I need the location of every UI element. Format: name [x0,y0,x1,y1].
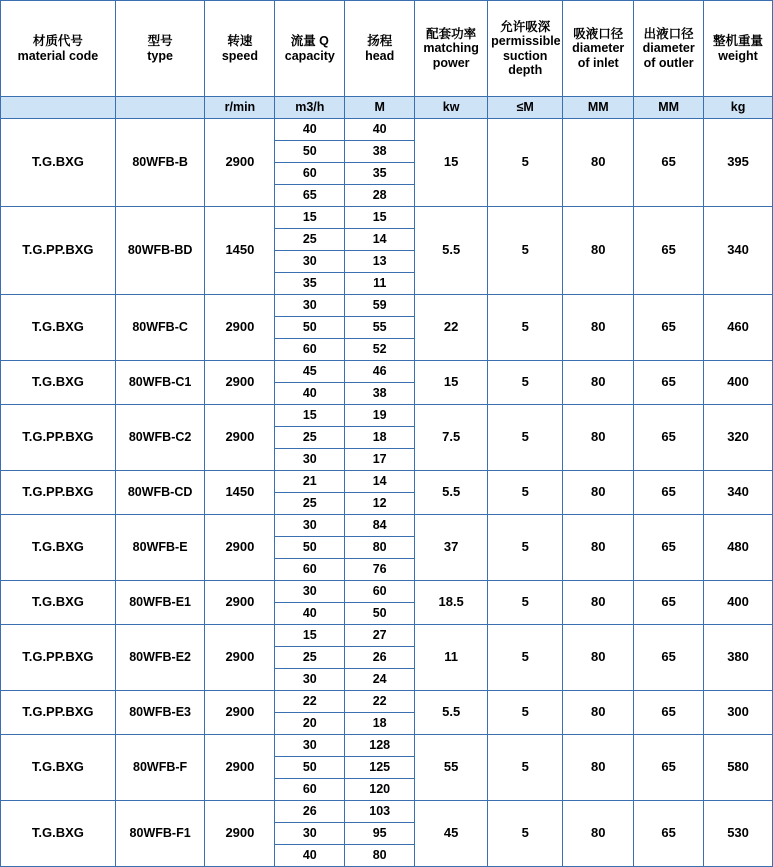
cell-weight: 580 [704,735,773,801]
cell-material-code: T.G.BXG [1,361,116,405]
header-row-titles [1,1,773,97]
cell-material-code: T.G.PP.BXG [1,207,116,295]
cell-suction-depth: 5 [488,581,563,625]
cell-type: 80WFB-C [115,295,205,361]
cell-matching-power: 55 [415,735,488,801]
table-row [1,625,773,647]
cell-material-code: T.G.BXG [1,735,116,801]
header-type: 型号 type [115,1,205,97]
table-row [1,295,773,317]
table-body [1,119,773,867]
cell-weight: 320 [704,405,773,471]
cell-head: 22 [345,691,415,713]
cell-material-code: T.G.BXG [1,801,116,867]
cell-material-code: T.G.BXG [1,295,116,361]
cell-capacity: 45 [275,361,345,383]
cell-head: 80 [345,537,415,559]
cell-speed: 2900 [205,119,275,207]
cell-type: 80WFB-C1 [115,361,205,405]
cell-head: 27 [345,625,415,647]
cell-capacity: 60 [275,339,345,361]
cell-head: 128 [345,735,415,757]
cell-speed: 1450 [205,471,275,515]
cell-inlet-diameter: 80 [563,625,634,691]
cell-head: 28 [345,185,415,207]
cell-head: 38 [345,141,415,163]
header-material-code: 材质代号 material code [1,1,116,97]
cell-head: 46 [345,361,415,383]
cell-head: 103 [345,801,415,823]
unit-power: kw [415,97,488,119]
cell-outlet-diameter: 65 [634,735,704,801]
cell-capacity: 60 [275,559,345,581]
cell-weight: 400 [704,581,773,625]
cell-matching-power: 5.5 [415,471,488,515]
cell-head: 18 [345,713,415,735]
cell-capacity: 35 [275,273,345,295]
cell-type: 80WFB-F [115,735,205,801]
header-inlet-diameter: 吸液口径 diameter of inlet [563,1,634,97]
cell-capacity: 65 [275,185,345,207]
cell-capacity: 25 [275,493,345,515]
cell-outlet-diameter: 65 [634,801,704,867]
cell-capacity: 40 [275,383,345,405]
unit-weight: kg [704,97,773,119]
cell-capacity: 25 [275,647,345,669]
cell-speed: 2900 [205,361,275,405]
unit-speed: r/min [205,97,275,119]
cell-speed: 2900 [205,691,275,735]
cell-capacity: 30 [275,515,345,537]
cell-speed: 2900 [205,405,275,471]
cell-head: 76 [345,559,415,581]
cell-head: 120 [345,779,415,801]
cell-speed: 1450 [205,207,275,295]
cell-type: 80WFB-C2 [115,405,205,471]
cell-material-code: T.G.PP.BXG [1,691,116,735]
cell-type: 80WFB-E2 [115,625,205,691]
unit-type [115,97,205,119]
cell-speed: 2900 [205,625,275,691]
cell-type: 80WFB-E [115,515,205,581]
cell-matching-power: 5.5 [415,207,488,295]
cell-capacity: 50 [275,317,345,339]
unit-inlet: MM [563,97,634,119]
cell-inlet-diameter: 80 [563,801,634,867]
cell-inlet-diameter: 80 [563,735,634,801]
cell-head: 15 [345,207,415,229]
cell-capacity: 50 [275,141,345,163]
cell-suction-depth: 5 [488,625,563,691]
cell-speed: 2900 [205,515,275,581]
cell-matching-power: 5.5 [415,691,488,735]
cell-head: 52 [345,339,415,361]
cell-capacity: 50 [275,537,345,559]
cell-capacity: 30 [275,669,345,691]
cell-type: 80WFB-F1 [115,801,205,867]
cell-head: 11 [345,273,415,295]
cell-speed: 2900 [205,801,275,867]
cell-weight: 395 [704,119,773,207]
cell-head: 24 [345,669,415,691]
header-speed: 转速 speed [205,1,275,97]
cell-matching-power: 18.5 [415,581,488,625]
cell-weight: 380 [704,625,773,691]
cell-head: 17 [345,449,415,471]
header-capacity: 流量 Q capacity [275,1,345,97]
cell-outlet-diameter: 65 [634,625,704,691]
cell-suction-depth: 5 [488,515,563,581]
cell-capacity: 20 [275,713,345,735]
table-row [1,735,773,757]
cell-material-code: T.G.PP.BXG [1,471,116,515]
unit-material-code [1,97,116,119]
cell-outlet-diameter: 65 [634,361,704,405]
cell-head: 38 [345,383,415,405]
cell-outlet-diameter: 65 [634,119,704,207]
cell-head: 14 [345,471,415,493]
header-matching-power: 配套功率 matching power [415,1,488,97]
cell-suction-depth: 5 [488,295,563,361]
cell-head: 26 [345,647,415,669]
cell-capacity: 25 [275,229,345,251]
cell-head: 55 [345,317,415,339]
cell-head: 35 [345,163,415,185]
cell-capacity: 30 [275,581,345,603]
unit-capacity: m3/h [275,97,345,119]
cell-capacity: 25 [275,427,345,449]
cell-head: 95 [345,823,415,845]
cell-head: 59 [345,295,415,317]
table-row [1,207,773,229]
cell-outlet-diameter: 65 [634,471,704,515]
cell-inlet-diameter: 80 [563,691,634,735]
table-row [1,801,773,823]
table-row [1,691,773,713]
cell-outlet-diameter: 65 [634,295,704,361]
cell-head: 19 [345,405,415,427]
cell-matching-power: 22 [415,295,488,361]
unit-outlet: MM [634,97,704,119]
cell-weight: 400 [704,361,773,405]
table-row [1,119,773,141]
cell-suction-depth: 5 [488,471,563,515]
cell-matching-power: 45 [415,801,488,867]
cell-speed: 2900 [205,295,275,361]
cell-inlet-diameter: 80 [563,581,634,625]
cell-suction-depth: 5 [488,207,563,295]
cell-capacity: 30 [275,823,345,845]
cell-weight: 340 [704,207,773,295]
header-row-units [1,97,773,119]
cell-material-code: T.G.BXG [1,581,116,625]
table-row [1,471,773,493]
cell-weight: 340 [704,471,773,515]
cell-capacity: 40 [275,603,345,625]
cell-capacity: 50 [275,757,345,779]
cell-suction-depth: 5 [488,801,563,867]
cell-outlet-diameter: 65 [634,405,704,471]
cell-matching-power: 15 [415,361,488,405]
cell-capacity: 30 [275,251,345,273]
cell-outlet-diameter: 65 [634,581,704,625]
cell-capacity: 40 [275,845,345,867]
cell-head: 40 [345,119,415,141]
cell-head: 13 [345,251,415,273]
cell-material-code: T.G.PP.BXG [1,625,116,691]
header-permissible-suction-depth: 允许吸深 permissible suction depth [488,1,563,97]
table-header [1,1,773,119]
cell-type: 80WFB-E1 [115,581,205,625]
cell-head: 12 [345,493,415,515]
cell-material-code: T.G.BXG [1,119,116,207]
cell-capacity: 15 [275,207,345,229]
header-weight: 整机重量 weight [704,1,773,97]
cell-outlet-diameter: 65 [634,207,704,295]
unit-depth: ≤M [488,97,563,119]
cell-inlet-diameter: 80 [563,295,634,361]
cell-capacity: 30 [275,295,345,317]
cell-inlet-diameter: 80 [563,515,634,581]
cell-suction-depth: 5 [488,691,563,735]
cell-type: 80WFB-BD [115,207,205,295]
cell-inlet-diameter: 80 [563,361,634,405]
cell-suction-depth: 5 [488,119,563,207]
cell-material-code: T.G.BXG [1,515,116,581]
cell-inlet-diameter: 80 [563,405,634,471]
cell-matching-power: 37 [415,515,488,581]
cell-suction-depth: 5 [488,405,563,471]
cell-suction-depth: 5 [488,735,563,801]
cell-capacity: 15 [275,625,345,647]
cell-capacity: 60 [275,163,345,185]
cell-head: 50 [345,603,415,625]
cell-weight: 480 [704,515,773,581]
header-head: 扬程 head [345,1,415,97]
cell-inlet-diameter: 80 [563,207,634,295]
cell-capacity: 26 [275,801,345,823]
cell-matching-power: 15 [415,119,488,207]
table-row [1,405,773,427]
cell-head: 125 [345,757,415,779]
cell-capacity: 60 [275,779,345,801]
cell-capacity: 30 [275,449,345,471]
cell-outlet-diameter: 65 [634,691,704,735]
cell-capacity: 22 [275,691,345,713]
cell-type: 80WFB-E3 [115,691,205,735]
cell-head: 14 [345,229,415,251]
cell-capacity: 40 [275,119,345,141]
cell-weight: 300 [704,691,773,735]
cell-head: 80 [345,845,415,867]
table-row [1,515,773,537]
cell-capacity: 21 [275,471,345,493]
cell-type: 80WFB-B [115,119,205,207]
table-row [1,361,773,383]
cell-inlet-diameter: 80 [563,119,634,207]
cell-matching-power: 7.5 [415,405,488,471]
cell-head: 84 [345,515,415,537]
cell-capacity: 15 [275,405,345,427]
cell-matching-power: 11 [415,625,488,691]
cell-suction-depth: 5 [488,361,563,405]
cell-weight: 530 [704,801,773,867]
cell-material-code: T.G.PP.BXG [1,405,116,471]
cell-inlet-diameter: 80 [563,471,634,515]
table-row [1,581,773,603]
cell-speed: 2900 [205,581,275,625]
cell-weight: 460 [704,295,773,361]
cell-head: 60 [345,581,415,603]
cell-speed: 2900 [205,735,275,801]
cell-capacity: 30 [275,735,345,757]
header-outlet-diameter: 出液口径 diameter of outler [634,1,704,97]
cell-head: 18 [345,427,415,449]
cell-outlet-diameter: 65 [634,515,704,581]
unit-head: M [345,97,415,119]
cell-type: 80WFB-CD [115,471,205,515]
